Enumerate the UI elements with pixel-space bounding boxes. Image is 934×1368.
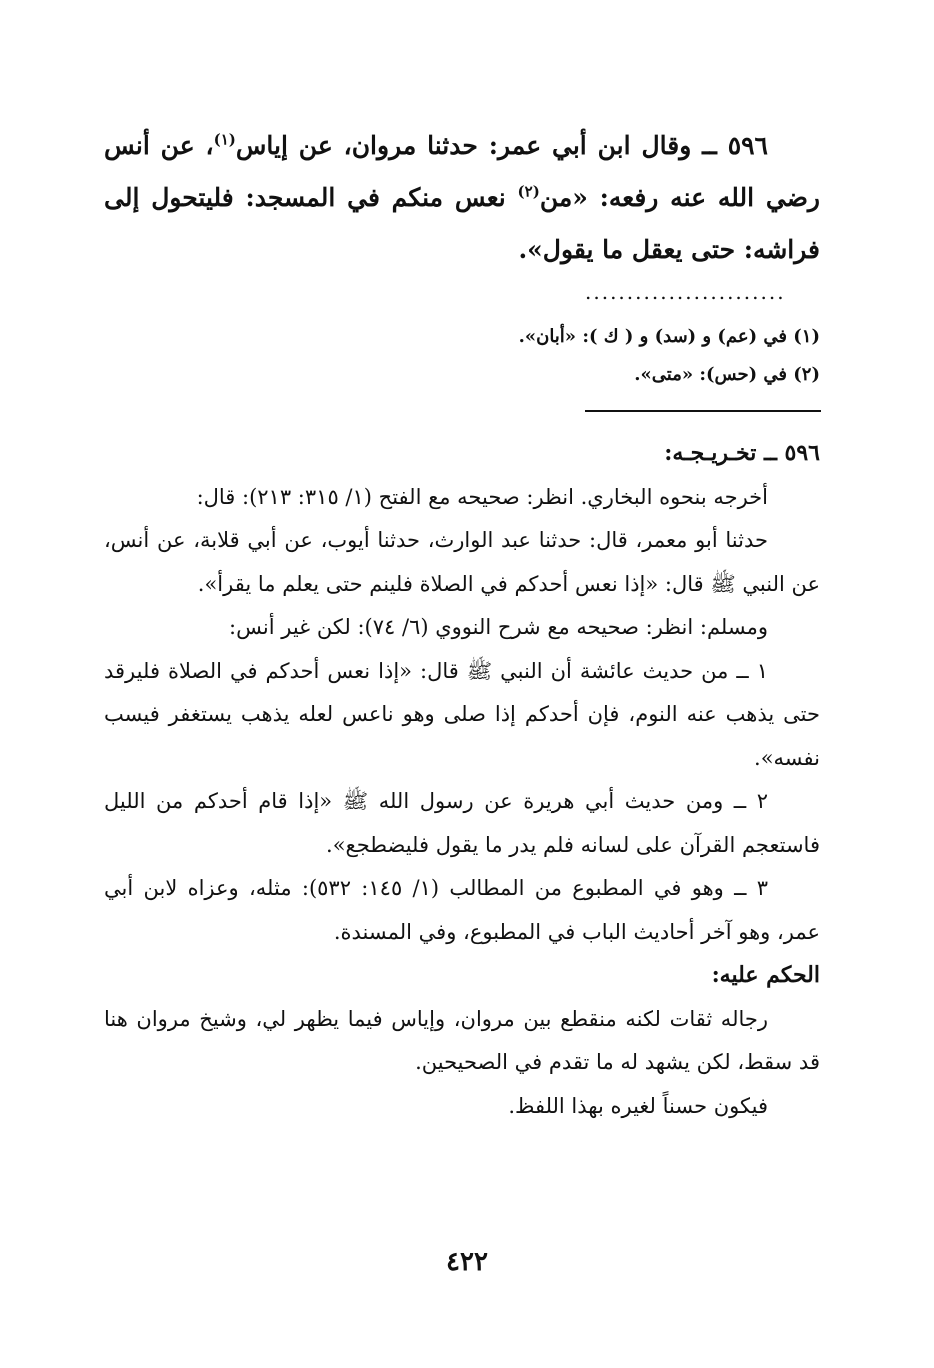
section-divider (585, 410, 821, 412)
page-number: ٤٢٢ (446, 1247, 488, 1277)
dotted-separator: ........................ (585, 280, 786, 304)
takhrij-paragraph: حدثنا أبو معمر، قال: حدثنا عبد الوارث، حدثنا أيوب، عن أبي قلابة، عن أنس، عن النبي ﷺ قال: «إذا نعس أحدكم في الصلاة فلينم حتى يعلم ما يقرأ». (104, 528, 820, 596)
judgment-heading: الحكم عليه: (711, 962, 820, 988)
hadith-text-part-1: ــ وقال ابن أبي عمر: حدثنا مروان، عن إياس (235, 131, 728, 160)
takhrij-numbered-item: ٢ ــ ومن حديث أبي هريرة عن رسول الله ﷺ «إذا قام أحدكم من الليل فاستعجم القرآن على لسانه فلم يدر ما يقول فليضطجع». (104, 789, 820, 857)
footnotes (104, 318, 820, 394)
takhrij-paragraph: ومسلم: انظر: صحيحه مع شرح النووي (٦/ ٧٤): لكن غير أنس: (229, 615, 768, 639)
hadith-paragraph (104, 120, 820, 276)
footnote-reference-1: (١) (213, 130, 236, 149)
judgment-paragraph: فيكون حسناً لغيره بهذا اللفظ. (508, 1093, 768, 1118)
takhrij-heading: ٥٩٦ ــ تخـريـجـه: (664, 440, 820, 466)
footnote-2: (٢) في (حس): «متى». (634, 364, 820, 385)
takhrij-numbered-item: ١ ــ من حديث عائشة أن النبي ﷺ قال: «إذا نعس أحدكم في الصلاة فليرقد حتى يذهب عنه النوم، فإن أحدكم إذا صلى وهو ناعس لعله يذهب يستغفر فيسب نفسه». (104, 658, 820, 770)
takhrij-paragraph: أخرجه بنحوه البخاري. انظر: صحيحه مع الفتح (١/ ٣١٥: ٢١٣): قال: (196, 484, 768, 509)
hadith-text (104, 120, 820, 276)
takhrij-numbered-item: ٣ ــ وهو في المطبوع من المطالب (١/ ١٤٥: ٥٣٢): مثله، وعزاه لابن أبي عمر، وهو آخر أحاديث الباب في المطبوع، وفي المسندة. (104, 876, 820, 944)
hadith-text-part-3: نعس منكم في المسجد: فليتحول إلى فراشه: حتى يعقل ما يقول». (104, 183, 820, 264)
hadith-text-part-2: ، عن أنس رضي الله عنه رفعه: «من (104, 131, 820, 212)
judgment-paragraph: رجاله ثقات لكنه منقطع بين مروان، وإياس فيما يظهر لي، وشيخ مروان هنا قد سقط، لكن يشهد له ما تقدم في الصحيحين. (104, 1006, 820, 1074)
footnote-1: (١) في (عم) و (سد) و ( ك ): «أبان». (518, 326, 820, 347)
takhrij-section (104, 432, 820, 1128)
footnote-reference-2: (٢) (517, 182, 540, 201)
hadith-number: ٥٩٦ (727, 131, 768, 160)
